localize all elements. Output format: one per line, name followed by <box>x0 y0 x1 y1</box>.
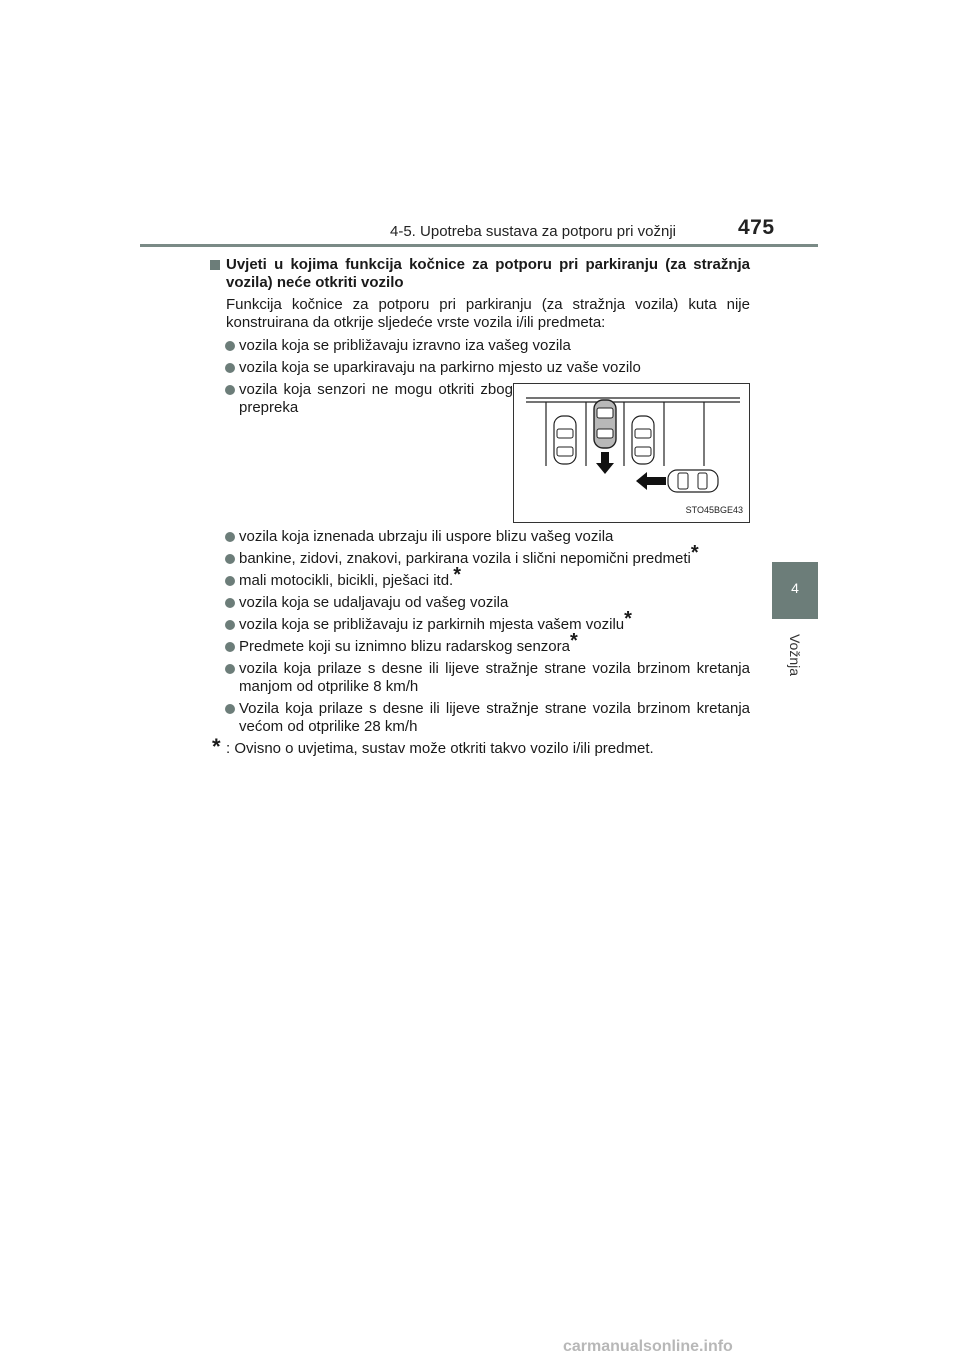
bullet-dot-icon <box>225 576 235 586</box>
parked-car-icon <box>554 416 576 464</box>
list-item-text: bankine, zidovi, znakovi, parkirana vozila i slični nepomični predmeti <box>239 550 691 567</box>
list-item <box>210 700 750 736</box>
list-item <box>210 608 750 634</box>
page-content <box>210 256 750 758</box>
footer-watermark: carmanualsonline.info <box>563 1338 733 1355</box>
bullet-dot-icon <box>225 532 235 542</box>
bullet-dot-icon <box>225 598 235 608</box>
bullet-dot-icon <box>225 363 235 373</box>
square-bullet-icon <box>210 260 220 270</box>
bullet-dot-icon <box>225 554 235 564</box>
header-title: 4-5. Upotreba sustava za potporu pri vožnji <box>390 223 676 240</box>
bullet-dot-icon <box>225 704 235 714</box>
list-item-text: vozila koja se približavaju iz parkirnih mjesta vašem vozilu <box>239 616 625 633</box>
figure-row <box>210 381 750 523</box>
section-heading-text: Uvjeti u kojima funkcija kočnice za potporu pri parkiranju (za stražnja vozila) neće otkriti vozilo <box>226 256 750 291</box>
list-item-text: vozila koja prilaze s desne ili lijeve stražnje strane vozila brzinom kretanja manjom od otprilike 8 km/h <box>239 660 750 695</box>
list-item <box>210 594 750 612</box>
bullet-dot-icon <box>225 620 235 630</box>
arrow-left-icon <box>636 472 666 490</box>
figure-code: STO45BGE43 <box>685 505 743 515</box>
list-item <box>210 542 750 568</box>
chapter-tab <box>772 562 818 619</box>
list-item-text: vozila koja se udaljavaju od vašeg vozila <box>239 594 509 611</box>
footnote-mark: * <box>570 630 578 652</box>
bullet-dot-icon <box>225 341 235 351</box>
list-item-text: Predmete koji su iznimno blizu radarskog senzora <box>239 638 570 655</box>
list-item-text: Vozila koja prilaze s desne ili lijeve stražnje strane vozila brzinom kretanja većom od otprilike 28 km/h <box>239 700 750 735</box>
approaching-car-icon <box>668 470 718 492</box>
footnote-asterisk: * <box>212 734 221 759</box>
page-number: 475 <box>738 216 775 239</box>
list-item <box>210 337 750 355</box>
chapter-number: 4 <box>791 580 799 596</box>
list-item <box>210 660 750 696</box>
list-item <box>210 564 750 590</box>
footnote <box>210 734 750 759</box>
footnote-mark: * <box>624 608 632 630</box>
section-intro: Funkcija kočnice za potporu pri parkiranju (za stražnja vozila) kuta nije konstruirana da otkrije sljedeće vrste vozila i/ili predmeta: <box>226 296 750 331</box>
header-rule <box>140 244 818 247</box>
bullet-dot-icon <box>225 385 235 395</box>
list-item <box>210 381 513 417</box>
bullet-dot-icon <box>225 664 235 674</box>
footnote-mark: * <box>690 542 699 564</box>
parked-car-icon <box>632 416 654 464</box>
list-item <box>210 528 750 546</box>
list-item <box>210 359 750 377</box>
chapter-label <box>777 632 813 678</box>
chapter-label-text: Vožnja <box>787 633 803 677</box>
list-item-text: vozila koja se približavaju izravno iza vašeg vozila <box>239 337 571 354</box>
own-car-icon <box>594 400 616 448</box>
parking-illustration <box>513 383 750 523</box>
footnote-text: : Ovisno o uvjetima, sustav može otkriti takvo vozilo i/ili predmet. <box>226 740 654 757</box>
arrow-down-icon <box>596 452 614 474</box>
list-item-text: vozila koja se uparkiravaju na parkirno mjesto uz vaše vozilo <box>239 359 641 376</box>
footnote-mark: * <box>453 564 462 586</box>
section-heading <box>210 256 750 292</box>
list-item-text: vozila koja iznenada ubrzaju ili uspore blizu vašeg vozila <box>239 528 614 545</box>
list-item-text: vozila koja senzori ne mogu otkriti zbog prepreka <box>239 381 513 416</box>
list-item <box>210 630 750 656</box>
list-item-text: mali motocikli, bicikli, pješaci itd. <box>239 572 454 589</box>
bullet-dot-icon <box>225 642 235 652</box>
